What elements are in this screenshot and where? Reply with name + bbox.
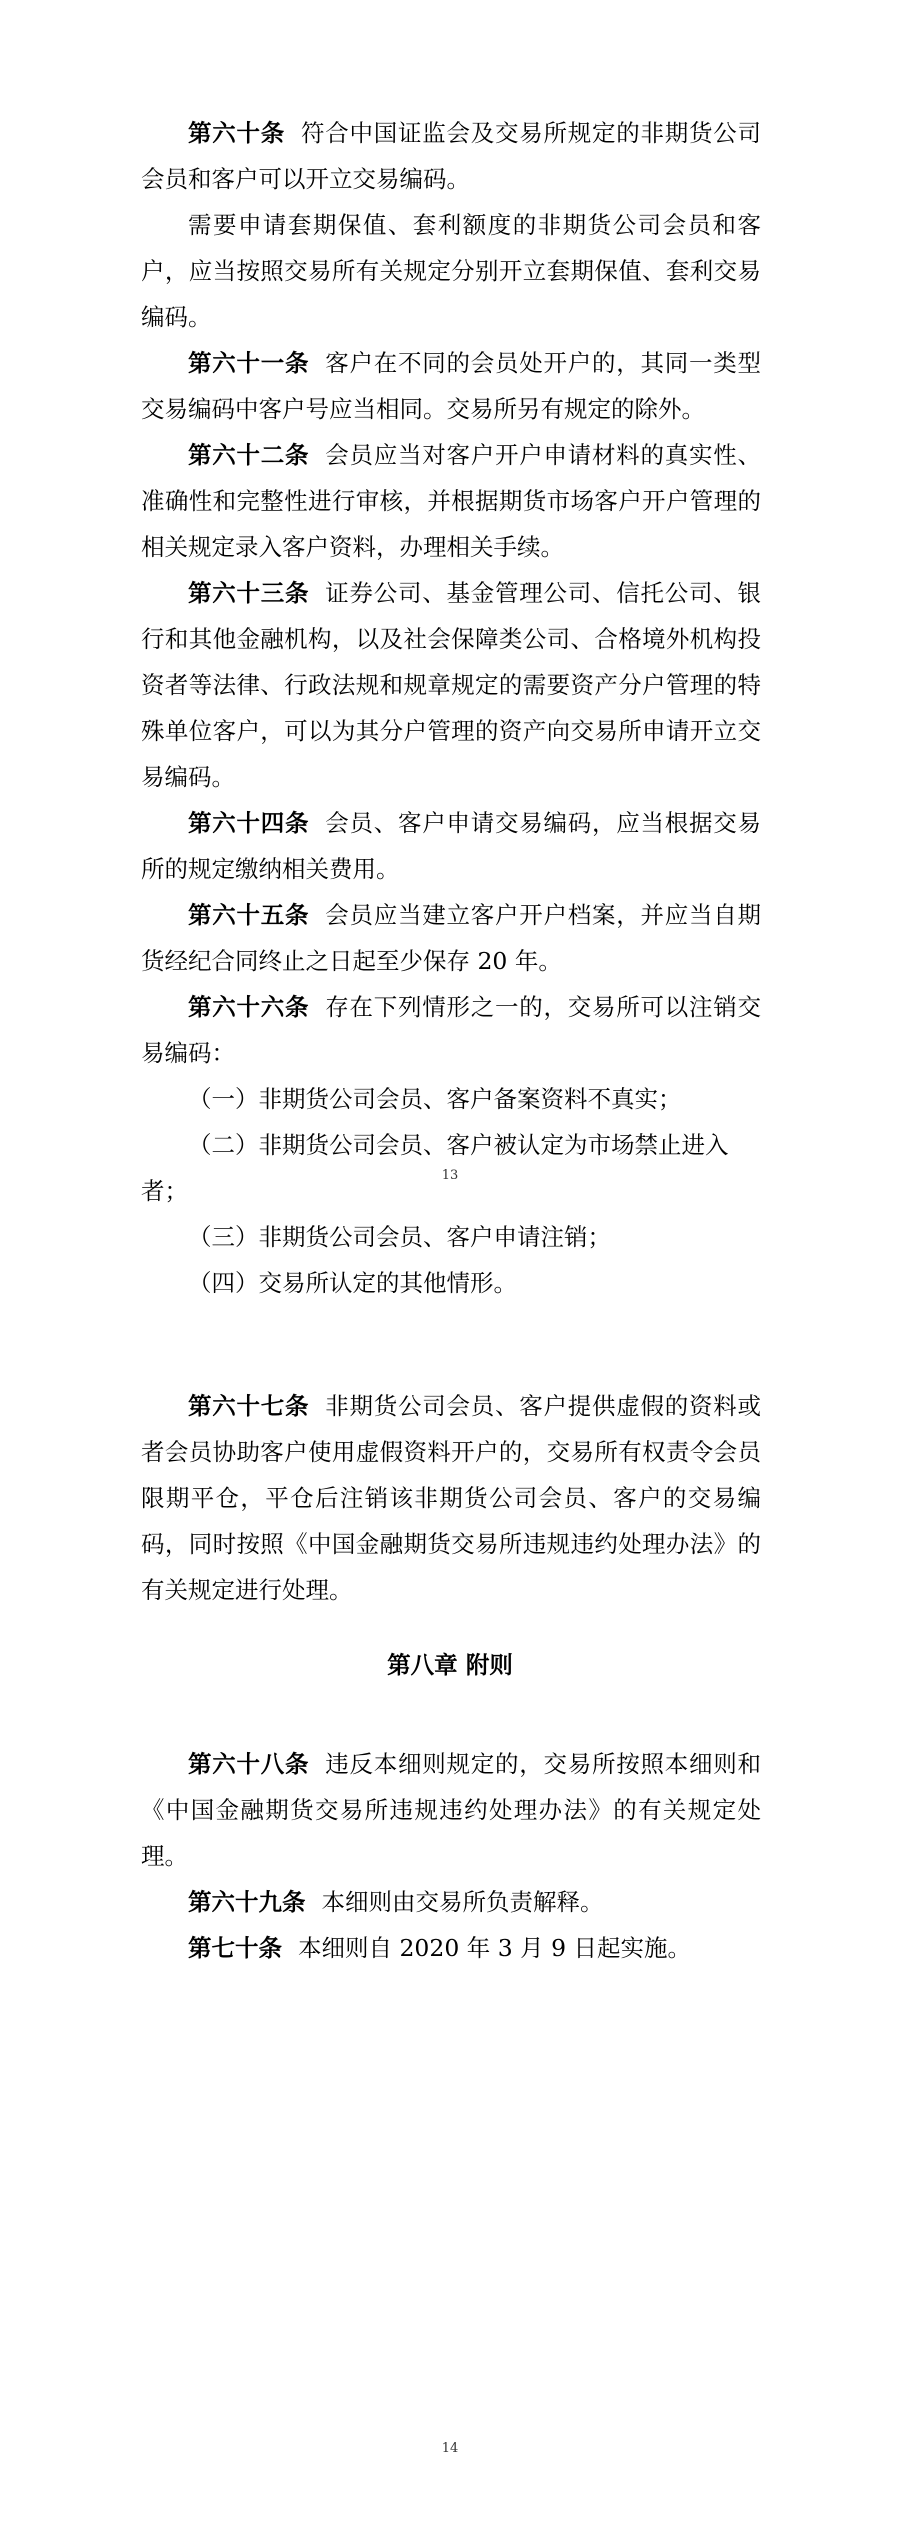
article-text: 违反本细则规定的，交易所按照本细则和《中国金融期货交易所违规违约处理办法》的有关规定处理。 [141,1750,761,1870]
article-text: 需要申请套期保值、套利额度的非期货公司会员和客户，应当按照交易所有关规定分别开立套期保值、套利交易编码。 [141,211,761,331]
page-14 [0,1273,900,2546]
list-item: （一）非期货公司会员、客户备案资料不真实； [188,1085,682,1113]
article-text: 客户在不同的会员处开户的，其同一类型交易编码中客户号应当相同。交易所另有规定的除外。 [141,349,761,423]
article-60 [141,110,761,202]
article-label: 第六十一条 [188,349,310,377]
article-61 [141,340,761,432]
article-text: 会员、客户申请交易编码，应当根据交易所的规定缴纳相关费用。 [141,809,761,883]
page-number: 13 [441,1168,459,1183]
page-13-body [141,110,761,1306]
article-63 [141,570,761,800]
article-70 [141,1925,761,1971]
article-label: 第六十六条 [188,993,310,1021]
list-item: （三）非期货公司会员、客户申请注销； [188,1223,611,1251]
article-text: 本细则自 2020 年 3 月 9 日起实施。 [298,1934,692,1962]
article-66 [141,984,761,1076]
list-item: （四）交易所认定的其他情形。 [188,1269,517,1297]
article-62 [141,432,761,570]
article-label: 第六十三条 [188,579,310,607]
article-label: 第六十四条 [188,809,310,837]
article-text: 证券公司、基金管理公司、信托公司、银行和其他金融机构，以及社会保障类公司、合格境外机构投资者等法律、行政法规和规章规定的需要资产分户管理的特殊单位客户，可以为其分户管理的资产向交易所申请开立交易编码。 [141,579,761,791]
page-14-body [141,1741,761,1971]
article-label: 第六十二条 [188,441,310,469]
article-text: 符合中国证监会及交易所规定的非期货公司会员和客户可以开立交易编码。 [141,119,761,193]
article-65 [141,892,761,984]
article-text: 非期货公司会员、客户提供虚假的资料或者会员协助客户使用虚假资料开户的，交易所有权责令会员限期平仓，平仓后注销该非期货公司会员、客户的交易编码，同时按照《中国金融期货交易所违规违约处理办法》的有关规定进行处理。 [141,1392,761,1604]
page-number: 14 [441,2441,459,2456]
article-text: 存在下列情形之一的，交易所可以注销交易编码： [141,993,761,1067]
article-text: 会员应当建立客户开户档案，并应当自期货经纪合同终止之日起至少保存 20 年。 [141,901,761,975]
chapter-title: 第八章 附则 [387,1651,513,1679]
article-69 [141,1879,761,1925]
article-label: 第六十九条 [188,1888,306,1916]
article-67 [141,1383,761,1613]
article-label: 第六十七条 [188,1392,310,1420]
article-67-block [141,1383,761,1613]
article-label: 第六十八条 [188,1750,310,1778]
list-item: （二）非期货公司会员、客户被认定为市场禁止进入者； [141,1131,729,1205]
article-64 [141,800,761,892]
article-text: 会员应当对客户开户申请材料的真实性、准确性和完整性进行审核，并根据期货市场客户开户管理的相关规定录入客户资料，办理相关手续。 [141,441,761,561]
article-label: 第七十条 [188,1934,282,1962]
article-label: 第六十五条 [188,901,310,929]
article-text: 本细则由交易所负责解释。 [321,1888,604,1916]
article-60-paragraph-2 [141,202,761,340]
article-68 [141,1741,761,1879]
article-label: 第六十条 [188,119,285,147]
